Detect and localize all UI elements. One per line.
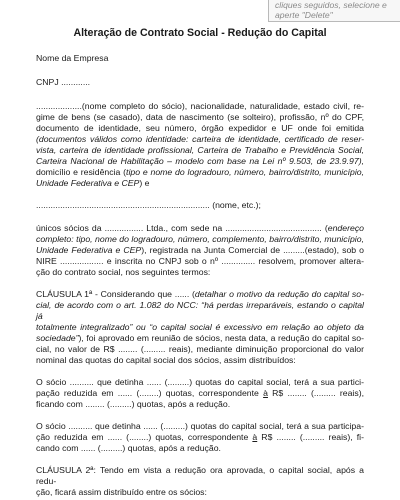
cnpj-line: CNPJ ............ [36, 77, 91, 88]
plain-text: ), registrada na Junta Comercial de .........(estado), sob o [141, 244, 364, 255]
italic-text: (documentos válidos como identidade: carteira de identidade, certificado de reser- [36, 134, 364, 145]
plain-text: domicílio e residência ( [36, 167, 127, 178]
clause-2-line: ção, ficará assim distribuído entre os sócios: [36, 487, 207, 498]
partner-qualification-line [36, 178, 364, 189]
clause-2 [36, 465, 364, 498]
sole-partners-line: ção do contrato social, nos seguintes termos: [36, 266, 211, 277]
partner-1-line [36, 388, 364, 399]
sole-partners-line [36, 234, 364, 245]
partner-qualification-line: gime de bens (se casado), data de nascimento (se solteiro), profissão, nº do CPF, [36, 112, 364, 123]
italic-text: cial, de acordo com o art. 1.082 do NCC: “há perdas irreparáveis, estando o capital já [36, 299, 364, 321]
clause-2-line: CLÁUSULA 2ª: Tendo em vista a redução ora aprovada, o capital social, após a redu- [36, 465, 364, 487]
partner-1-line: ficando com ........ (.........) quotas, após a redução. [36, 399, 231, 410]
underlined-text: à [252, 432, 258, 443]
clause-1-line [36, 289, 364, 300]
sole-partners-line: NIRE .................. e inscrita no CNPJ sob o nº .............. resolvem, promover altera- [36, 255, 364, 266]
partner-1-line: O sócio .......... que detinha ...... (.........) quotas do capital social, terá a sua partici- [36, 377, 364, 388]
company-name: Nome da Empresa [36, 53, 109, 63]
clause-1-line [36, 300, 364, 322]
italic-text: detalhar o motivo da redução do capital so- [194, 288, 364, 299]
clause-1-line [36, 322, 364, 333]
underlined-text: à [263, 388, 268, 399]
italic-text: tipo e nome do logradouro, número, bairro/distrito, município, [126, 167, 365, 178]
italic-text: totalmente integralizado” ou “o capital social é excessivo em relação ao objeto da [36, 321, 364, 332]
clause-1-line: cial, no valor de R$ ........ (......... reais), mediante diminuição proporcional do valor [36, 343, 364, 354]
italic-text: Unidade Federativa e CEP [36, 178, 140, 189]
partner-qualification-line [36, 134, 364, 145]
clause-1 [36, 289, 364, 366]
partner-qualification [36, 101, 364, 189]
instruction-note-line-2: aperte "Delete" [275, 10, 333, 20]
italic-text: sociedade” [36, 332, 79, 343]
plain-text: ), foi aprovado em reunião de sócios, nesta data, a redução do capital so- [78, 332, 364, 343]
partner-qualification-line [36, 145, 364, 156]
plain-text: CLÁUSULA 1ª - Considerando que ...... ( [36, 288, 195, 299]
clause-1-line [36, 333, 364, 344]
italic-text: Carteira Nacional de Habilitação – modelo com base na Lei nº 9.503, de 23.9.97), [36, 156, 364, 167]
instruction-note-line-1: cliques seguidos, selecione e [275, 0, 387, 10]
partner-2-line: O sócio .......... que detinha ...... (.........) quotas do capital social, terá a sua participa- [36, 421, 364, 432]
partner-qualification-line: ...................(nome completo do sócio), nacionalidade, naturalidade, estado civil, re- [36, 101, 364, 112]
other-partners-line: ........................................................................ (nome, etc.); [36, 200, 261, 211]
document-title: Alteração de Contrato Social - Redução do Capital [73, 27, 327, 39]
italic-text: endereço [327, 222, 364, 233]
plain-text: ) e [139, 178, 150, 189]
plain-text: R$ ........ (......... reais), [267, 388, 365, 399]
italic-text: Unidade Federativa e CEP [36, 244, 142, 255]
partner-2-reduction [36, 421, 364, 454]
instruction-note [268, 0, 400, 22]
partner-2-line: cando com ...... (.........) quotas, após a redução. [36, 443, 221, 454]
partner-qualification-line: documento de identidade, seu número, órgão expedidor e UF onde foi emitida [36, 123, 364, 134]
sole-partners-paragraph [36, 223, 364, 278]
partner-qualification-line [36, 156, 364, 167]
partner-2-line [36, 432, 364, 443]
partner-qualification-line [36, 167, 364, 178]
italic-text: vista, carteira de identidade profissional, Carteira de Trabalho e Previdência Social, [36, 145, 364, 156]
clause-1-line: nominal das quotas do capital social dos sócios, assim distribuídos: [36, 355, 296, 366]
italic-text: completo: tipo, nome do logradouro, número, complemento, bairro/distrito, município, [36, 233, 364, 244]
plain-text: R$ ........ (......... reais), fi- [257, 432, 364, 443]
sole-partners-line [36, 245, 364, 256]
plain-text: pação reduzida em ...... (........) quotas, correspondente [36, 388, 264, 399]
plain-text: ção reduzida em ...... (........) quotas, correspondente [36, 432, 253, 443]
partner-1-reduction [36, 377, 364, 410]
document-page [36, 27, 364, 499]
plain-text: únicos sócios da ................ Ltda., com sede na ........................................ ( [36, 222, 328, 233]
sole-partners-line [36, 223, 364, 234]
